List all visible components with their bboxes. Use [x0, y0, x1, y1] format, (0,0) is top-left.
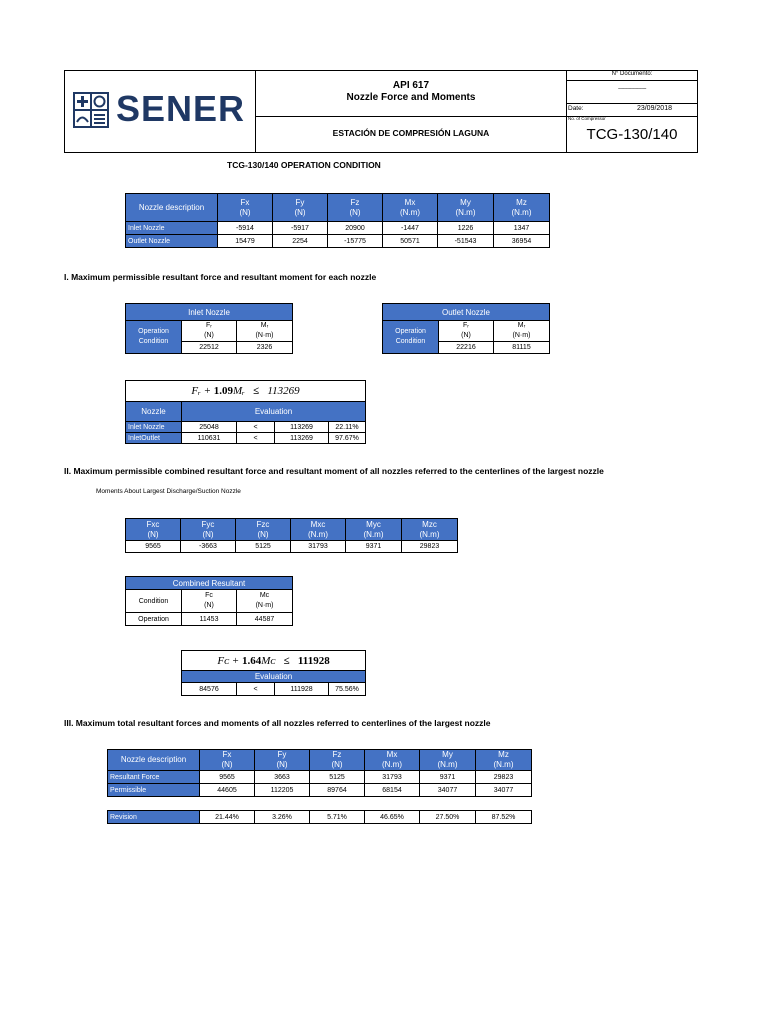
doc-number-label: N° Documento:	[611, 71, 653, 77]
table-row	[126, 433, 366, 444]
logo-text: SENER	[116, 88, 246, 129]
t3-header-desc: Nozzle description	[108, 750, 200, 771]
t1-header-fz: Fz (N)	[328, 194, 383, 222]
combined-col2: Mᴄ (N·m)	[237, 590, 293, 613]
table-cell: <	[237, 433, 275, 444]
table-cell: 9371	[346, 541, 402, 553]
t1-header-fy: Fy (N)	[273, 194, 328, 222]
tc-header-myc: Myc (N.m)	[346, 519, 402, 541]
outlet-title: Outlet Nozzle	[383, 304, 550, 321]
section-1-title: I. Maximum permissible resultant force and resultant moment for each nozzle	[64, 272, 377, 282]
table-cell: 3.26%	[255, 811, 310, 824]
table-cell: -1447	[383, 222, 438, 235]
doc-title-line2: Nozzle Force and Moments	[346, 92, 476, 103]
table-cell: 113269	[275, 422, 329, 433]
table-row	[126, 541, 458, 553]
t3-header-mz: Mz (N.m)	[476, 750, 532, 771]
revision-table	[107, 810, 532, 824]
table-cell: -15775	[328, 235, 383, 248]
table-cell: 75.56%	[329, 683, 366, 696]
table-row	[108, 811, 532, 824]
compressor-label: No. of Compressor	[568, 116, 606, 121]
header-divider-small1	[566, 80, 697, 81]
combined-col1: Fᴄ (N)	[182, 590, 237, 613]
table-cell: 29823	[402, 541, 458, 553]
table-cell: -5914	[218, 222, 273, 235]
eval2-evaluation-header: Evaluation	[182, 671, 366, 683]
table-cell: 110631	[182, 433, 237, 444]
table-cell: <	[237, 683, 275, 696]
t1-header-mz: Mz (N.m)	[494, 194, 550, 222]
table-cell: 97.67%	[329, 433, 366, 444]
nozzle-loads-table	[125, 193, 550, 248]
outlet-cond-label: Operation Condition	[383, 321, 439, 354]
inlet-col2: Mᵣ (N·m)	[237, 321, 293, 342]
date-value: 23/09/2018	[636, 105, 672, 112]
operation-title: TCG-130/140 OPERATION CONDITION	[227, 160, 381, 170]
table-cell: -51543	[438, 235, 494, 248]
table-cell: 1226	[438, 222, 494, 235]
inlet-mr-value: 2326	[237, 342, 293, 354]
table-cell: <	[237, 422, 275, 433]
revision-label: Revision	[108, 811, 200, 824]
table-cell: 25048	[182, 422, 237, 433]
evaluation-1-table	[125, 380, 366, 444]
table-cell: 27.50%	[420, 811, 476, 824]
t1-row-label: Inlet Nozzle	[126, 222, 218, 235]
table-cell: 2254	[273, 235, 328, 248]
inlet-title: Inlet Nozzle	[126, 304, 293, 321]
tc-header-mzc: Mzc (N.m)	[402, 519, 458, 541]
compressor-value: TCG-130/140	[586, 126, 678, 143]
t1-header-fx: Fx (N)	[218, 194, 273, 222]
table-row	[126, 235, 550, 248]
doc-title	[256, 80, 566, 104]
doc-title-line1: API 617	[392, 80, 430, 91]
outlet-nozzle-table	[382, 303, 550, 354]
table-row	[108, 771, 532, 784]
header-divider-mid	[255, 116, 697, 117]
t3-header-mx: Mx (N.m)	[365, 750, 420, 771]
outlet-mr-value: 81115	[494, 342, 550, 354]
table-cell: 3663	[255, 771, 310, 784]
table-cell: 29823	[476, 771, 532, 784]
header-divider-small2	[566, 103, 697, 104]
sener-logo	[72, 88, 246, 130]
combined-fc-value: 11453	[182, 613, 237, 626]
tc-header-mxc: Mxc (N.m)	[291, 519, 346, 541]
t3-header-fz: Fz (N)	[310, 750, 365, 771]
outlet-fr-value: 22216	[439, 342, 494, 354]
eval1-nozzle-header: Nozzle	[126, 402, 182, 422]
table-cell: 21.44%	[200, 811, 255, 824]
t3-row-label: Resultant Force	[108, 771, 200, 784]
total-loads-table	[107, 749, 532, 797]
inlet-fr-value: 22512	[182, 342, 237, 354]
combined-resultant-table	[125, 576, 293, 626]
table-row	[126, 422, 366, 433]
t1-header-my: My (N.m)	[438, 194, 494, 222]
t3-header-fx: Fx (N)	[200, 750, 255, 771]
t1-header-mx: Mx (N.m)	[383, 194, 438, 222]
table-cell: 34077	[420, 784, 476, 797]
t3-row-label: Permissible	[108, 784, 200, 797]
table-cell: -5917	[273, 222, 328, 235]
table-cell: 87.52%	[476, 811, 532, 824]
combined-row-label: Operation	[126, 613, 182, 626]
table-cell: 5125	[236, 541, 291, 553]
table-cell: 113269	[275, 433, 329, 444]
table-row	[108, 784, 532, 797]
evaluation-2-table	[181, 650, 366, 696]
table-cell: 5125	[310, 771, 365, 784]
moments-note: Moments About Largest Discharge/Suction Nozzle	[96, 488, 241, 495]
t3-header-my: My (N.m)	[420, 750, 476, 771]
table-cell: 9565	[126, 541, 181, 553]
eval1-row-label: Inlet Nozzle	[126, 422, 182, 433]
table-cell: 20900	[328, 222, 383, 235]
table-cell: 112205	[255, 784, 310, 797]
t1-header-desc: Nozzle description	[126, 194, 218, 222]
table-cell: 36954	[494, 235, 550, 248]
table-cell: -3663	[181, 541, 236, 553]
table-cell: 5.71%	[310, 811, 365, 824]
combined-cond-label: Condition	[126, 590, 182, 613]
table-cell: 84576	[182, 683, 237, 696]
formula-2: Fᴄ + 1.64Mᴄ ≤ 111928	[182, 651, 366, 671]
tc-header-fzc: Fzc (N)	[236, 519, 291, 541]
table-cell: 34077	[476, 784, 532, 797]
formula-1: Fᵣ + 1.09Mᵣ ≤ 113269	[126, 381, 366, 402]
sener-emblem-icon	[72, 91, 110, 129]
table-cell: 68154	[365, 784, 420, 797]
t1-row-label: Outlet Nozzle	[126, 235, 218, 248]
inlet-nozzle-table	[125, 303, 293, 354]
table-cell: 50571	[383, 235, 438, 248]
section-3-title: III. Maximum total resultant forces and moments of all nozzles referred to centerlines of the largest nozzle	[64, 718, 491, 728]
table-cell: 9371	[420, 771, 476, 784]
table-row	[182, 683, 366, 696]
combined-title: Combined Resultant	[126, 577, 293, 590]
station-name: ESTACIÓN DE COMPRESIÓN LAGUNA	[332, 128, 490, 138]
combined-loads-table	[125, 518, 458, 553]
date-label: Date:	[568, 105, 584, 112]
outlet-col2: Mᵣ (N·m)	[494, 321, 550, 342]
tc-header-fyc: Fyc (N)	[181, 519, 236, 541]
table-row	[126, 222, 550, 235]
inlet-cond-label: Operation Condition	[126, 321, 182, 354]
table-cell: 44605	[200, 784, 255, 797]
combined-mc-value: 44587	[237, 613, 293, 626]
table-cell: 46.65%	[365, 811, 420, 824]
eval1-row-label: InletOutlet	[126, 433, 182, 444]
eval1-evaluation-header: Evaluation	[182, 402, 366, 422]
inlet-col1: Fᵣ (N)	[182, 321, 237, 342]
table-cell: 31793	[365, 771, 420, 784]
table-cell: 1347	[494, 222, 550, 235]
section-2-title: II. Maximum permissible combined resultant force and resultant moment of all nozzles referred to the centerlines of the largest nozzle	[64, 466, 604, 476]
table-cell: 89764	[310, 784, 365, 797]
doc-number-value: ------------------------	[618, 86, 646, 92]
outlet-col1: Fᵣ (N)	[439, 321, 494, 342]
table-cell: 15479	[218, 235, 273, 248]
tc-header-fxc: Fxc (N)	[126, 519, 181, 541]
table-cell: 111928	[275, 683, 329, 696]
table-cell: 31793	[291, 541, 346, 553]
table-cell: 9565	[200, 771, 255, 784]
t3-header-fy: Fy (N)	[255, 750, 310, 771]
table-cell: 22.11%	[329, 422, 366, 433]
